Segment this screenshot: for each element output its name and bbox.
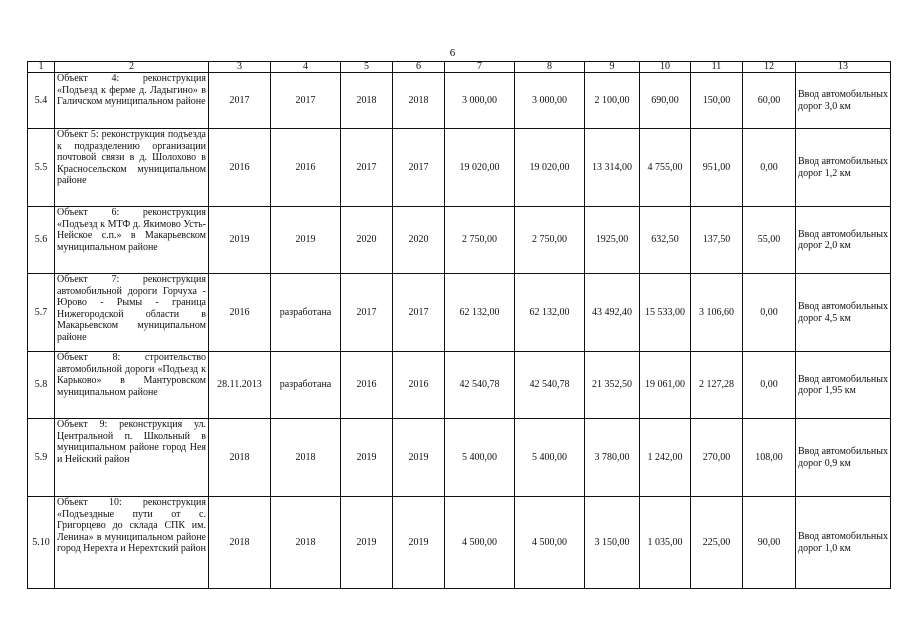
column-number-8: 8: [515, 62, 585, 73]
col-6-value: 2018: [393, 73, 445, 129]
col-12-value: 55,00: [743, 207, 796, 274]
result-note: Ввод автомобильных дорог 2,0 км: [796, 207, 891, 274]
col-9-value: 3 780,00: [585, 419, 640, 497]
row-number: 5.5: [28, 129, 55, 207]
column-number-4: 4: [271, 62, 341, 73]
row-number: 5.7: [28, 274, 55, 352]
col-3-value: 28.11.2013: [209, 352, 271, 419]
col-4-value: 2018: [271, 497, 341, 589]
table-row: [28, 274, 891, 352]
col-3-value: 2016: [209, 129, 271, 207]
col-3-value: 2018: [209, 419, 271, 497]
result-note: Ввод автомобильных дорог 1,0 км: [796, 497, 891, 589]
col-6-value: 2020: [393, 207, 445, 274]
table-row: [28, 352, 891, 419]
col-5-value: 2019: [341, 419, 393, 497]
column-number-3: 3: [209, 62, 271, 73]
table-row: [28, 73, 891, 129]
table-row: [28, 419, 891, 497]
result-note: Ввод автомобильных дорог 1,2 км: [796, 129, 891, 207]
col-12-value: 0,00: [743, 129, 796, 207]
col-4-value: разработана: [271, 352, 341, 419]
table-row: [28, 207, 891, 274]
col-8-value: 19 020,00: [515, 129, 585, 207]
col-12-value: 0,00: [743, 352, 796, 419]
object-name: Объект 7: реконструкция автомобильной дороги Горчуха - Юрово - Рымы - граница Нижегородской области в Макарьевском муниципальном районе: [55, 274, 209, 352]
col-6-value: 2017: [393, 274, 445, 352]
col-12-value: 0,00: [743, 274, 796, 352]
result-note: Ввод автомобильных дорог 4,5 км: [796, 274, 891, 352]
col-11-value: 137,50: [691, 207, 743, 274]
col-11-value: 150,00: [691, 73, 743, 129]
col-9-value: 21 352,50: [585, 352, 640, 419]
col-5-value: 2018: [341, 73, 393, 129]
col-5-value: 2020: [341, 207, 393, 274]
col-8-value: 3 000,00: [515, 73, 585, 129]
col-5-value: 2016: [341, 352, 393, 419]
col-3-value: 2017: [209, 73, 271, 129]
col-9-value: 2 100,00: [585, 73, 640, 129]
col-4-value: 2018: [271, 419, 341, 497]
col-10-value: 15 533,00: [640, 274, 691, 352]
column-number-5: 5: [341, 62, 393, 73]
column-number-12: 12: [743, 62, 796, 73]
object-name: Объект 8: строительство автомобильной дороги «Подъезд к Карьково» в Мантуровском муниципальном районе: [55, 352, 209, 419]
object-name: Объект 9: реконструкция ул. Центральной п. Школьный в муниципальном районе город Нея и Нейский район: [55, 419, 209, 497]
col-8-value: 4 500,00: [515, 497, 585, 589]
column-number-6: 6: [393, 62, 445, 73]
table-body: [28, 73, 891, 589]
object-name: Объект 10: реконструкция «Подъездные пути от с. Григорцево до склада СПК им. Ленина» в муниципальном районе город Нерехта и Нерехтский район: [55, 497, 209, 589]
column-number-row: [28, 62, 891, 73]
col-12-value: 60,00: [743, 73, 796, 129]
page-number: 6: [449, 47, 456, 59]
col-3-value: 2018: [209, 497, 271, 589]
col-12-value: 90,00: [743, 497, 796, 589]
col-3-value: 2016: [209, 274, 271, 352]
column-number-13: 13: [796, 62, 891, 73]
col-6-value: 2017: [393, 129, 445, 207]
row-number: 5.10: [28, 497, 55, 589]
column-number-9: 9: [585, 62, 640, 73]
object-name: Объект 4: реконструкция «Подъезд к ферме д. Ладыгино» в Галичском муниципальном районе: [55, 73, 209, 129]
col-5-value: 2017: [341, 129, 393, 207]
col-9-value: 3 150,00: [585, 497, 640, 589]
col-7-value: 19 020,00: [445, 129, 515, 207]
col-11-value: 270,00: [691, 419, 743, 497]
col-9-value: 43 492,40: [585, 274, 640, 352]
object-name: Объект 6: реконструкция «Подъезд к МТФ д. Якимово Усть-Нейское с.п.» в Макарьевском муниципальном районе: [55, 207, 209, 274]
col-11-value: 3 106,60: [691, 274, 743, 352]
result-note: Ввод автомобильных дорог 0,9 км: [796, 419, 891, 497]
col-4-value: 2016: [271, 129, 341, 207]
column-number-2: 2: [55, 62, 209, 73]
col-12-value: 108,00: [743, 419, 796, 497]
result-note: Ввод автомобильных дорог 3,0 км: [796, 73, 891, 129]
col-5-value: 2017: [341, 274, 393, 352]
col-7-value: 3 000,00: [445, 73, 515, 129]
col-9-value: 1925,00: [585, 207, 640, 274]
col-8-value: 62 132,00: [515, 274, 585, 352]
col-3-value: 2019: [209, 207, 271, 274]
col-4-value: 2017: [271, 73, 341, 129]
col-5-value: 2019: [341, 497, 393, 589]
column-number-7: 7: [445, 62, 515, 73]
col-8-value: 5 400,00: [515, 419, 585, 497]
col-7-value: 4 500,00: [445, 497, 515, 589]
column-number-10: 10: [640, 62, 691, 73]
col-7-value: 42 540,78: [445, 352, 515, 419]
col-7-value: 62 132,00: [445, 274, 515, 352]
col-4-value: 2019: [271, 207, 341, 274]
col-10-value: 632,50: [640, 207, 691, 274]
table-row: [28, 129, 891, 207]
col-7-value: 2 750,00: [445, 207, 515, 274]
col-9-value: 13 314,00: [585, 129, 640, 207]
row-number: 5.8: [28, 352, 55, 419]
col-10-value: 1 242,00: [640, 419, 691, 497]
table-row: [28, 497, 891, 589]
row-number: 5.4: [28, 73, 55, 129]
col-11-value: 951,00: [691, 129, 743, 207]
col-7-value: 5 400,00: [445, 419, 515, 497]
column-number-1: 1: [28, 62, 55, 73]
col-8-value: 2 750,00: [515, 207, 585, 274]
row-number: 5.9: [28, 419, 55, 497]
col-8-value: 42 540,78: [515, 352, 585, 419]
col-6-value: 2019: [393, 419, 445, 497]
object-name: Объект 5: реконструкция подъезда к подразделению организации почтовой связи в д. Шолохово в Красносельском муниципальном районе: [55, 129, 209, 207]
investment-objects-table: [27, 61, 891, 589]
row-number: 5.6: [28, 207, 55, 274]
result-note: Ввод автомобильных дорог 1,95 км: [796, 352, 891, 419]
col-10-value: 1 035,00: [640, 497, 691, 589]
col-10-value: 690,00: [640, 73, 691, 129]
col-6-value: 2016: [393, 352, 445, 419]
col-11-value: 225,00: [691, 497, 743, 589]
col-6-value: 2019: [393, 497, 445, 589]
col-4-value: разработана: [271, 274, 341, 352]
col-10-value: 19 061,00: [640, 352, 691, 419]
column-number-11: 11: [691, 62, 743, 73]
col-11-value: 2 127,28: [691, 352, 743, 419]
col-10-value: 4 755,00: [640, 129, 691, 207]
